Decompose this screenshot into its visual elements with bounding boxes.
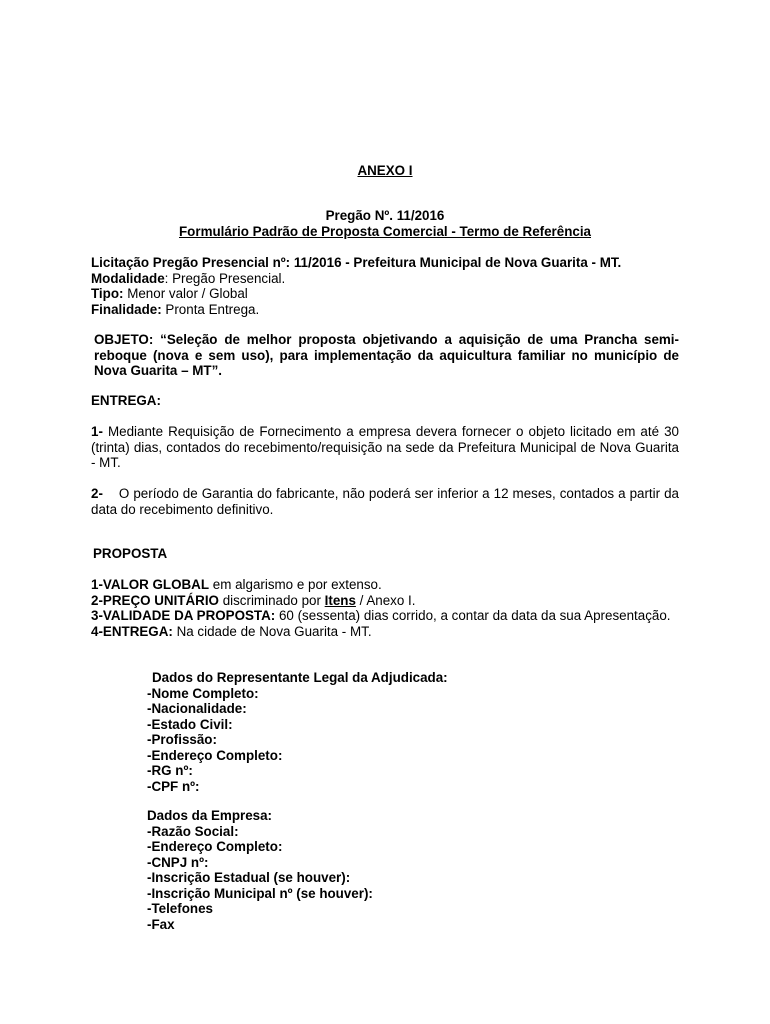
empresa-heading: Dados da Empresa:: [147, 808, 273, 823]
empresa-field: -Endereço Completo:: [147, 839, 283, 854]
proposta-entrega-label: 4-ENTREGA:: [91, 623, 173, 639]
finalidade-label: Finalidade:: [91, 301, 162, 317]
proposta-validade-paragraph: [91, 608, 679, 624]
licitacao-line: Licitação Pregão Presencial nº: 11/2016 - Prefeitura Municipal de Nova Guarita - MT.: [91, 255, 622, 270]
pregao-number: Pregão Nº. 11/2016: [325, 208, 445, 223]
representante-field: -CPF nº:: [147, 778, 200, 794]
modalidade-line: [91, 271, 679, 287]
empresa-block: [147, 808, 647, 932]
proposta-preco-line: [91, 593, 679, 609]
representante-field: -Nacionalidade:: [147, 701, 247, 716]
tipo-label: Tipo:: [91, 286, 124, 301]
valor-label: 1-VALOR GLOBAL: [91, 577, 210, 592]
entrega-item-2-text: O período de Garantia do fabricante, não poderá ser inferior a 12 meses, contados a partir da data do recebimento definitivo.: [91, 486, 679, 517]
finalidade-value: Pronta Entrega.: [161, 301, 260, 317]
validade-text: 60 (sessenta) dias corrido, a contar da data da sua Apresentação.: [275, 608, 671, 623]
validade-label: 3-VALIDADE DA PROPOSTA:: [91, 608, 276, 623]
proposta-entrega-text: Na cidade de Nova Guarita - MT.: [172, 623, 372, 639]
proposta-entrega-line: [91, 624, 679, 640]
empresa-field: -Inscrição Municipal nº (se houver):: [147, 885, 373, 901]
entrega-item-1-number: 1-: [91, 424, 103, 439]
proposta-block: [91, 577, 679, 639]
annex-title: ANEXO I: [357, 163, 413, 178]
preco-label: 2-PREÇO UNITÁRIO: [91, 592, 219, 608]
preco-itens: Itens: [324, 592, 356, 608]
valor-text: em algarismo e por extenso.: [209, 577, 382, 592]
representante-field: -Nome Completo:: [147, 685, 259, 701]
objeto-paragraph: OBJETO: “Seleção de melhor proposta objetivando a aquisição de uma Prancha semi-reboque (nova e sem uso), para implementação da aquicultura familiar no município de Nova Guarita – MT”.: [94, 332, 679, 378]
finalidade-line: [91, 302, 679, 318]
representante-heading: Dados do Representante Legal da Adjudicada:: [152, 670, 448, 685]
empresa-field: -Razão Social:: [147, 823, 239, 839]
entrega-item-2: [91, 486, 679, 517]
preco-text-2: / Anexo I.: [355, 592, 416, 608]
preco-text: discriminado por: [218, 592, 325, 608]
empresa-field: -Fax: [147, 916, 175, 932]
entrega-item-1: [91, 424, 679, 471]
representante-field: -Profissão:: [147, 732, 217, 747]
tipo-line: [91, 286, 679, 302]
licitacao-block: [91, 255, 679, 317]
proposta-heading: PROPOSTA: [93, 546, 168, 561]
modalidade-value: : Pregão Presencial.: [164, 270, 286, 286]
representante-field: -Estado Civil:: [147, 716, 233, 732]
proposta-valor-line: [91, 577, 679, 593]
entrega-heading: ENTREGA:: [91, 393, 161, 408]
empresa-field: -Telefones: [147, 901, 213, 916]
representante-field: -RG nº:: [147, 763, 193, 778]
modalidade-label: Modalidade: [91, 270, 165, 286]
entrega-item-2-number: 2-: [91, 486, 103, 501]
empresa-field: -Inscrição Estadual (se houver):: [147, 870, 351, 885]
form-title: Formulário Padrão de Proposta Comercial - Termo de Referência: [179, 224, 591, 239]
representante-field: -Endereço Completo:: [147, 747, 283, 763]
entrega-item-1-text: Mediante Requisição de Fornecimento a empresa devera fornecer o objeto licitado em até 30 (trinta) dias, contados do recebimento/requisição na sede da Prefeitura Municipal de Nova Guarita - MT.: [91, 424, 679, 470]
tipo-value: Menor valor / Global: [123, 286, 248, 301]
representante-block: [147, 670, 647, 794]
empresa-field: -CNPJ nº:: [147, 854, 209, 870]
